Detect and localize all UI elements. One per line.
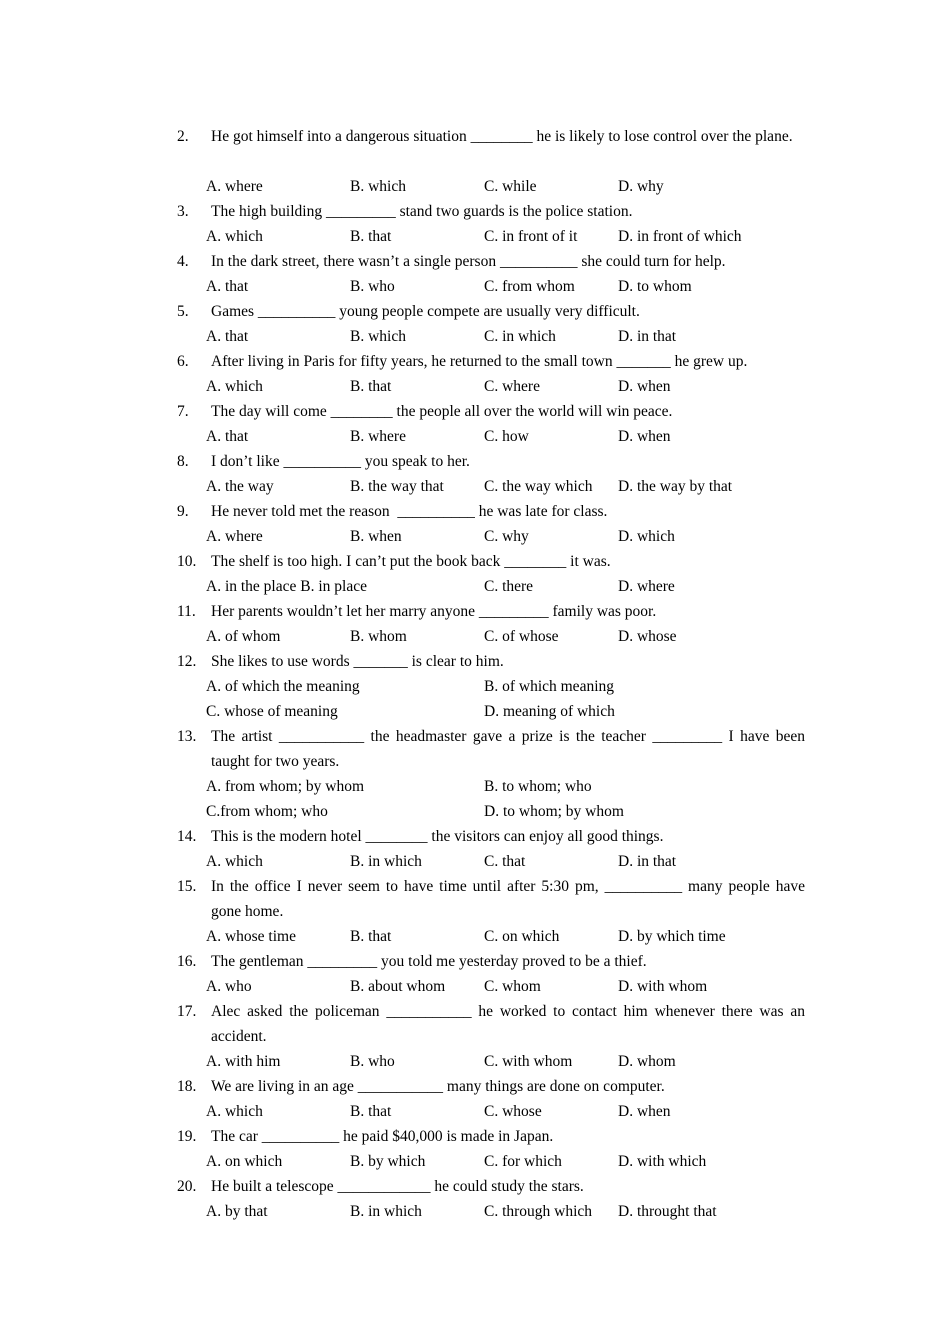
options-row bbox=[177, 924, 805, 949]
option-d[interactable]: D. in that bbox=[618, 853, 677, 870]
question-3 bbox=[177, 199, 805, 249]
option-c[interactable]: C. there bbox=[484, 578, 534, 595]
option-d[interactable]: D. meaning of which bbox=[484, 703, 615, 720]
option-a[interactable]: A. where bbox=[206, 528, 263, 545]
option-d[interactable]: D. the way by that bbox=[618, 478, 733, 495]
options-row bbox=[177, 224, 805, 249]
option-a[interactable]: A. whose time bbox=[206, 928, 296, 945]
question-5 bbox=[177, 299, 805, 349]
options-row bbox=[177, 574, 805, 599]
option-b[interactable]: B. which bbox=[350, 178, 406, 195]
option-b[interactable]: B. who bbox=[350, 1053, 395, 1070]
question-stem: I don’t like __________ you speak to her. bbox=[211, 453, 470, 470]
question-stem: The artist ___________ the headmaster gave a prize is the teacher _________ I have been taught for two years. bbox=[211, 728, 805, 770]
question-number: 7. bbox=[177, 403, 189, 420]
option-c[interactable]: C. whose of meaning bbox=[206, 703, 338, 720]
question-15 bbox=[177, 874, 805, 949]
option-c[interactable]: C. through which bbox=[484, 1203, 593, 1220]
question-number: 16. bbox=[177, 953, 197, 970]
options-row bbox=[177, 1199, 805, 1224]
option-b[interactable]: B. in which bbox=[350, 1203, 422, 1220]
question-stem: He built a telescope ____________ he could study the stars. bbox=[211, 1178, 584, 1195]
option-c[interactable]: C. where bbox=[484, 378, 540, 395]
question-number: 18. bbox=[177, 1078, 197, 1095]
option-c[interactable]: C. that bbox=[484, 853, 526, 870]
option-d[interactable]: D. why bbox=[618, 178, 664, 195]
options-row bbox=[177, 274, 805, 299]
options-row bbox=[177, 524, 805, 549]
question-stem: This is the modern hotel ________ the visitors can enjoy all good things. bbox=[211, 828, 664, 845]
option-a[interactable]: A. who bbox=[206, 978, 252, 995]
option-b[interactable]: B. who bbox=[350, 278, 395, 295]
option-c[interactable]: C. for which bbox=[484, 1153, 562, 1170]
option-c[interactable]: C. the way which bbox=[484, 478, 593, 495]
option-c[interactable]: C. whose bbox=[484, 1103, 542, 1120]
question-18 bbox=[177, 1074, 805, 1124]
options-row bbox=[177, 324, 805, 349]
option-b[interactable]: B. the way that bbox=[350, 478, 444, 495]
question-stem: In the dark street, there wasn’t a single person __________ she could turn for help. bbox=[211, 253, 726, 270]
option-d[interactable]: D. whom bbox=[618, 1053, 676, 1070]
option-c[interactable]: C. while bbox=[484, 178, 537, 195]
question-number: 9. bbox=[177, 503, 189, 520]
question-number: 12. bbox=[177, 653, 197, 670]
option-c[interactable]: C. whom bbox=[484, 978, 541, 995]
option-b[interactable]: B. to whom; who bbox=[484, 778, 592, 795]
option-d[interactable]: D. by which time bbox=[618, 928, 726, 945]
option-c[interactable]: C. on which bbox=[484, 928, 560, 945]
question-number: 2. bbox=[177, 128, 189, 145]
option-d[interactable]: D. when bbox=[618, 428, 671, 445]
question-stem: He never told met the reason __________ he was late for class. bbox=[211, 503, 608, 520]
question-17 bbox=[177, 999, 805, 1074]
question-16 bbox=[177, 949, 805, 999]
question-7 bbox=[177, 399, 805, 449]
options-row bbox=[177, 474, 805, 499]
option-d[interactable]: D. when bbox=[618, 378, 671, 395]
question-6 bbox=[177, 349, 805, 399]
question-number: 13. bbox=[177, 728, 197, 745]
question-stem: After living in Paris for fifty years, he returned to the small town _______ he grew up. bbox=[211, 353, 748, 370]
question-12 bbox=[177, 649, 805, 724]
question-number: 15. bbox=[177, 878, 197, 895]
question-number: 19. bbox=[177, 1128, 197, 1145]
option-c[interactable]: C. from whom bbox=[484, 278, 575, 295]
option-b[interactable]: B. when bbox=[350, 528, 402, 545]
option-d[interactable]: D. to whom bbox=[618, 278, 692, 295]
question-10 bbox=[177, 549, 805, 599]
option-a[interactable]: A. which bbox=[206, 378, 263, 395]
option-c[interactable]: C. how bbox=[484, 428, 529, 445]
option-b[interactable]: B. whom bbox=[350, 628, 407, 645]
options-row bbox=[177, 424, 805, 449]
question-stem: Alec asked the policeman ___________ he worked to contact him whenever there was an accident. bbox=[211, 1003, 805, 1045]
option-d[interactable]: D. when bbox=[618, 1103, 671, 1120]
question-4 bbox=[177, 249, 805, 299]
option-d[interactable]: D. in that bbox=[618, 328, 677, 345]
question-stem: The high building _________ stand two guards is the police station. bbox=[211, 203, 633, 220]
option-d[interactable]: D. throught that bbox=[618, 1203, 717, 1220]
options-row bbox=[177, 1049, 805, 1074]
option-d[interactable]: D. where bbox=[618, 578, 675, 595]
question-number: 8. bbox=[177, 453, 189, 470]
option-a[interactable]: A. which bbox=[206, 1103, 263, 1120]
question-stem: She likes to use words _______ is clear to him. bbox=[211, 653, 504, 670]
option-c[interactable]: C. with whom bbox=[484, 1053, 573, 1070]
question-13 bbox=[177, 724, 805, 824]
question-number: 5. bbox=[177, 303, 189, 320]
options-row bbox=[177, 174, 805, 199]
question-stem: He got himself into a dangerous situation ________ he is likely to lose control over the plane. bbox=[211, 128, 793, 145]
option-a[interactable]: A. which bbox=[206, 853, 263, 870]
option-a[interactable]: A. on which bbox=[206, 1153, 283, 1170]
options-row bbox=[177, 624, 805, 649]
question-stem: Games __________ young people compete are usually very difficult. bbox=[211, 303, 640, 320]
option-a[interactable]: A. that bbox=[206, 328, 249, 345]
option-b[interactable]: B. that bbox=[350, 928, 392, 945]
option-c[interactable]: C. in which bbox=[484, 328, 556, 345]
option-b[interactable]: B. which bbox=[350, 328, 406, 345]
options-row bbox=[177, 1149, 805, 1174]
option-a[interactable]: A. where bbox=[206, 178, 263, 195]
question-number: 3. bbox=[177, 203, 189, 220]
options-row bbox=[177, 699, 805, 724]
options-row bbox=[177, 974, 805, 999]
option-c[interactable]: C.from whom; who bbox=[206, 803, 328, 820]
option-b[interactable]: B. about whom bbox=[350, 978, 446, 995]
option-d[interactable]: D. to whom; by whom bbox=[484, 803, 624, 820]
option-b[interactable]: B. that bbox=[350, 228, 392, 245]
option-b[interactable]: B. where bbox=[350, 428, 406, 445]
option-a-b[interactable]: A. in the place B. in place bbox=[206, 578, 367, 595]
question-stem: The day will come ________ the people all over the world will win peace. bbox=[211, 403, 673, 420]
options-row bbox=[177, 1099, 805, 1124]
option-d[interactable]: D. in front of which bbox=[618, 228, 742, 245]
option-a[interactable]: A. by that bbox=[206, 1203, 268, 1220]
option-b[interactable]: B. that bbox=[350, 378, 392, 395]
option-c[interactable]: C. in front of it bbox=[484, 228, 578, 245]
question-stem: The shelf is too high. I can’t put the book back ________ it was. bbox=[211, 553, 611, 570]
option-a[interactable]: A. from whom; by whom bbox=[206, 778, 365, 795]
option-a[interactable]: A. of which the meaning bbox=[206, 678, 360, 695]
question-20 bbox=[177, 1174, 805, 1224]
option-d[interactable]: D. whose bbox=[618, 628, 677, 645]
option-a[interactable]: A. with him bbox=[206, 1053, 281, 1070]
question-stem: In the office I never seem to have time until after 5:30 pm, __________ many people have gone home. bbox=[211, 878, 805, 920]
question-stem: Her parents wouldn’t let her marry anyone _________ family was poor. bbox=[211, 603, 657, 620]
question-9 bbox=[177, 499, 805, 549]
options-row bbox=[177, 674, 805, 699]
question-8 bbox=[177, 449, 805, 499]
option-d[interactable]: D. with which bbox=[618, 1153, 707, 1170]
question-11 bbox=[177, 599, 805, 649]
question-number: 6. bbox=[177, 353, 189, 370]
option-b[interactable]: B. of which meaning bbox=[484, 678, 615, 695]
option-d[interactable]: D. with whom bbox=[618, 978, 708, 995]
option-a[interactable]: A. of whom bbox=[206, 628, 281, 645]
question-number: 17. bbox=[177, 1003, 197, 1020]
question-list bbox=[177, 124, 805, 1224]
option-a[interactable]: A. that bbox=[206, 428, 249, 445]
option-b[interactable]: B. that bbox=[350, 1103, 392, 1120]
question-stem: The gentleman _________ you told me yesterday proved to be a thief. bbox=[211, 953, 647, 970]
question-stem: We are living in an age ___________ many things are done on computer. bbox=[211, 1078, 665, 1095]
question-number: 4. bbox=[177, 253, 189, 270]
question-number: 14. bbox=[177, 828, 197, 845]
question-14 bbox=[177, 824, 805, 874]
option-a[interactable]: A. that bbox=[206, 278, 249, 295]
option-b[interactable]: B. by which bbox=[350, 1153, 426, 1170]
question-number: 11. bbox=[177, 603, 196, 620]
option-c[interactable]: C. why bbox=[484, 528, 529, 545]
option-d[interactable]: D. which bbox=[618, 528, 675, 545]
options-row bbox=[177, 799, 805, 824]
options-row bbox=[177, 374, 805, 399]
option-a[interactable]: A. the way bbox=[206, 478, 274, 495]
question-2 bbox=[177, 124, 805, 199]
question-stem: The car __________ he paid $40,000 is made in Japan. bbox=[211, 1128, 554, 1145]
option-c[interactable]: C. of whose bbox=[484, 628, 559, 645]
question-number: 10. bbox=[177, 553, 197, 570]
option-b[interactable]: B. in which bbox=[350, 853, 422, 870]
question-number: 20. bbox=[177, 1178, 197, 1195]
question-19 bbox=[177, 1124, 805, 1174]
options-row bbox=[177, 774, 805, 799]
option-a[interactable]: A. which bbox=[206, 228, 263, 245]
options-row bbox=[177, 849, 805, 874]
